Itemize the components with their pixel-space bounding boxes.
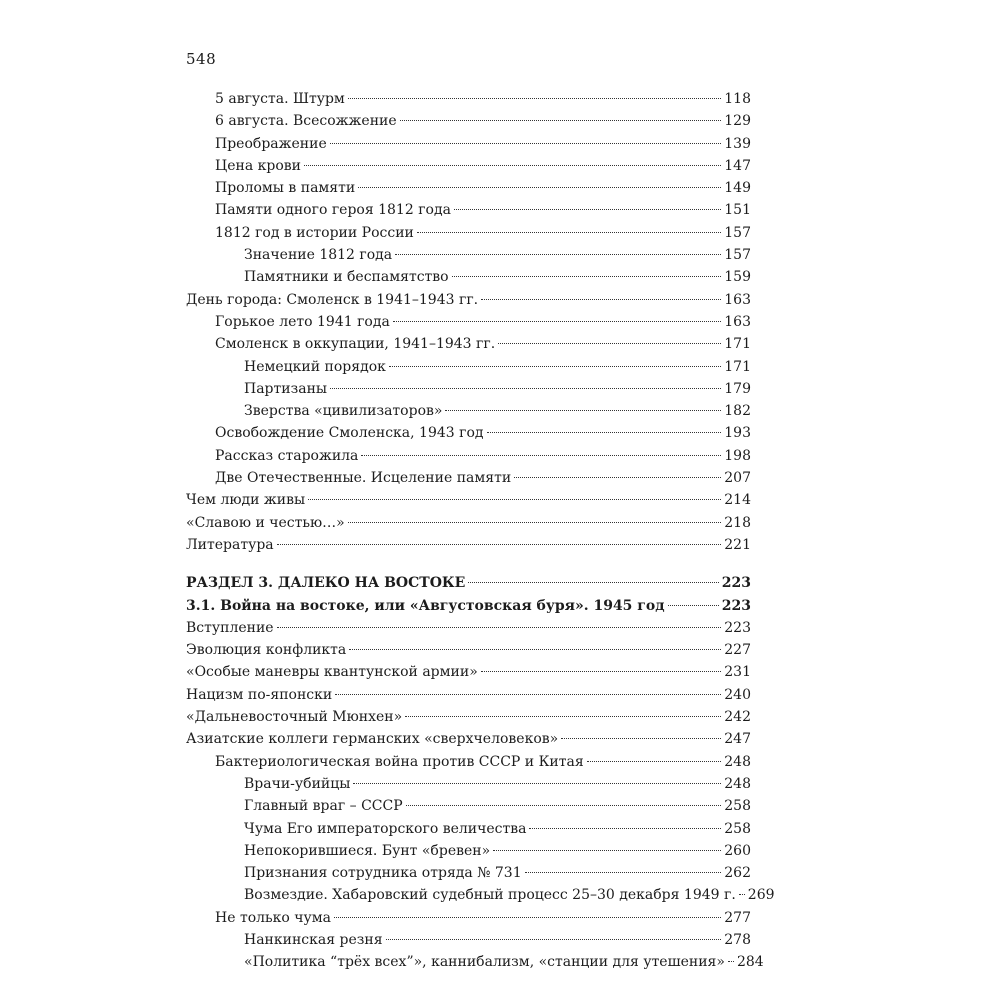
toc-entry xyxy=(186,422,751,444)
table-of-contents xyxy=(186,88,775,974)
toc-entry xyxy=(186,155,751,177)
toc-entry-page: 129 xyxy=(724,113,751,130)
toc-entry-title: Литература xyxy=(186,536,274,553)
dot-leader xyxy=(334,917,721,918)
toc-entry-page: 248 xyxy=(724,753,751,770)
toc-entry-page: 221 xyxy=(724,536,751,553)
dot-leader xyxy=(349,649,721,650)
page-number: 548 xyxy=(186,50,217,68)
toc-entry-page: 248 xyxy=(724,775,751,792)
toc-section-heading xyxy=(186,595,751,617)
dot-leader xyxy=(400,120,722,121)
dot-leader xyxy=(330,388,721,389)
toc-entry-title: Памяти одного героя 1812 года xyxy=(215,202,451,219)
toc-entry-page: 198 xyxy=(724,447,751,464)
toc-entry xyxy=(186,400,751,422)
toc-entry xyxy=(186,88,751,110)
dot-leader xyxy=(405,716,721,717)
toc-entry-page: 163 xyxy=(724,291,751,308)
toc-entry-page: 151 xyxy=(724,202,751,219)
toc-entry-title: Азиатские коллеги германских «сверхчеловеков» xyxy=(186,731,559,748)
dot-leader xyxy=(498,343,721,344)
dot-leader xyxy=(454,209,721,210)
dot-leader xyxy=(468,582,718,583)
toc-entry-title: Нанкинская резня xyxy=(244,931,383,948)
toc-entry-title: 5 августа. Штурм xyxy=(215,91,345,107)
toc-entry-title: Эволюция конфликта xyxy=(186,642,347,659)
toc-entry-page: 258 xyxy=(724,820,751,837)
toc-entry-page: 223 xyxy=(721,575,751,592)
toc-entry-page: 278 xyxy=(724,931,751,948)
dot-leader xyxy=(358,187,721,188)
toc-entry xyxy=(186,706,751,728)
toc-entry xyxy=(186,840,751,862)
toc-entry-title: РАЗДЕЛ 3. ДАЛЕКО НА ВОСТОКЕ xyxy=(186,575,466,592)
toc-entry-page: 159 xyxy=(724,269,751,286)
toc-entry-page: 260 xyxy=(724,842,751,859)
toc-section-heading xyxy=(186,572,751,594)
dot-leader xyxy=(514,477,721,478)
toc-entry-page: 227 xyxy=(724,642,751,659)
dot-leader xyxy=(395,254,721,255)
toc-entry xyxy=(186,244,751,266)
toc-entry-page: 214 xyxy=(724,492,751,509)
toc-entry xyxy=(186,929,751,951)
toc-entry xyxy=(186,684,751,706)
toc-entry xyxy=(186,512,751,534)
toc-entry-title: Зверства «цивилизаторов» xyxy=(244,403,443,420)
toc-entry-page: 258 xyxy=(724,798,751,815)
toc-entry-title: Проломы в памяти xyxy=(215,180,356,197)
toc-entry-title: Вступление xyxy=(186,619,274,636)
dot-leader xyxy=(728,961,734,962)
dot-leader xyxy=(739,894,745,895)
dot-leader xyxy=(493,850,721,851)
toc-entry xyxy=(186,222,751,244)
toc-entry-title: Горькое лето 1941 года xyxy=(215,313,390,330)
toc-entry-title: Врачи-убийцы xyxy=(244,775,351,792)
dot-leader xyxy=(277,544,722,545)
toc-entry xyxy=(186,795,751,817)
toc-entry xyxy=(186,728,751,750)
toc-entry xyxy=(186,177,751,199)
dot-leader xyxy=(417,232,721,233)
dot-leader xyxy=(353,783,721,784)
dot-leader xyxy=(668,605,719,606)
dot-leader xyxy=(481,671,722,672)
toc-entry-title: «Славою и честью…» xyxy=(186,514,345,531)
toc-entry-page: 231 xyxy=(724,664,751,681)
dot-leader xyxy=(587,761,722,762)
toc-entry-title: Преображение xyxy=(215,135,327,152)
toc-entry-page: 157 xyxy=(724,247,751,264)
toc-entry xyxy=(186,884,775,906)
toc-entry-title: Цена крови xyxy=(215,157,301,174)
dot-leader xyxy=(348,522,722,523)
toc-entry xyxy=(186,266,751,288)
dot-leader xyxy=(335,694,721,695)
toc-entry-page: 277 xyxy=(724,909,751,926)
dot-leader xyxy=(308,499,721,500)
toc-entry-title: Значение 1812 года xyxy=(244,247,393,264)
toc-entry-page: 182 xyxy=(724,403,751,420)
toc-entry xyxy=(186,445,751,467)
toc-entry xyxy=(186,333,751,355)
toc-entry-page: 247 xyxy=(724,731,751,748)
toc-entry-title: Бактериологическая война против СССР и Китая xyxy=(215,753,584,770)
toc-entry-title: Немецкий порядок xyxy=(244,358,386,375)
toc-entry xyxy=(186,133,751,155)
toc-entry-title: Освобождение Смоленска, 1943 год xyxy=(215,425,484,442)
toc-entry-title: День города: Смоленск в 1941–1943 гг. xyxy=(186,291,479,308)
toc-entry-title: 6 августа. Всесожжение xyxy=(215,113,397,130)
toc-entry-title: 3.1. Война на востоке, или «Августовская буря». 1945 год xyxy=(186,597,665,614)
toc-entry-page: 171 xyxy=(724,336,751,353)
toc-entry-page: 147 xyxy=(724,157,751,174)
dot-leader xyxy=(481,299,721,300)
dot-leader xyxy=(406,805,722,806)
toc-entry xyxy=(186,907,751,929)
toc-entry-title: «Политика “трёх всех”», каннибализм, «станции для утешения» xyxy=(244,954,725,971)
dot-leader xyxy=(386,939,722,940)
dot-leader xyxy=(445,410,721,411)
toc-entry-page: 149 xyxy=(724,180,751,197)
toc-entry xyxy=(186,289,751,311)
toc-entry-page: 223 xyxy=(721,597,751,614)
toc-entry xyxy=(186,110,751,132)
toc-entry-page: 139 xyxy=(724,135,751,152)
toc-entry xyxy=(186,467,751,489)
toc-entry xyxy=(186,751,751,773)
toc-entry xyxy=(186,356,751,378)
dot-leader xyxy=(452,276,722,277)
toc-entry xyxy=(186,199,751,221)
toc-entry-title: Две Отечественные. Исцеление памяти xyxy=(215,470,512,487)
toc-entry xyxy=(186,639,751,661)
toc-entry xyxy=(186,617,751,639)
toc-entry-title: Непокорившиеся. Бунт «бревен» xyxy=(244,842,491,859)
dot-leader xyxy=(330,143,722,144)
toc-entry-title: Чем люди живы xyxy=(186,492,306,509)
dot-leader xyxy=(529,828,721,829)
dot-leader xyxy=(487,432,722,433)
dot-leader xyxy=(348,98,721,99)
toc-entry-page: 223 xyxy=(724,619,751,636)
dot-leader xyxy=(393,321,721,322)
toc-entry-page: 118 xyxy=(724,91,751,107)
toc-entry-title: Признания сотрудника отряда № 731 xyxy=(244,865,522,882)
toc-entry-title: Рассказ старожила xyxy=(215,447,359,464)
toc-entry-title: «Особые маневры квантунской армии» xyxy=(186,664,478,681)
toc-entry xyxy=(186,773,751,795)
toc-entry-title: 1812 год в истории России xyxy=(215,224,414,241)
toc-entry-page: 262 xyxy=(724,865,751,882)
dot-leader xyxy=(525,872,722,873)
toc-entry-title: Возмездие. Хабаровский судебный процесс 25–30 декабря 1949 г. xyxy=(244,887,736,904)
toc-entry-page: 240 xyxy=(724,686,751,703)
toc-entry-page: 284 xyxy=(736,954,764,971)
toc-entry-title: Чума Его императорского величества xyxy=(244,820,527,837)
toc-entry-page: 269 xyxy=(747,887,775,904)
toc-entry xyxy=(186,862,751,884)
toc-entry-page: 218 xyxy=(724,514,751,531)
dot-leader xyxy=(389,366,721,367)
toc-entry xyxy=(186,311,751,333)
toc-entry-title: Памятники и беспамятство xyxy=(244,269,449,286)
toc-entry-page: 193 xyxy=(724,425,751,442)
dot-leader xyxy=(561,738,721,739)
toc-entry-page: 207 xyxy=(724,470,751,487)
dot-leader xyxy=(304,165,721,166)
toc-entry-page: 163 xyxy=(724,313,751,330)
dot-leader xyxy=(361,455,721,456)
toc-entry-title: Нацизм по-японски xyxy=(186,686,333,703)
toc-entry-title: Партизаны xyxy=(244,380,328,397)
toc-entry xyxy=(186,378,751,400)
toc-entry-page: 242 xyxy=(724,709,751,726)
dot-leader xyxy=(277,627,722,628)
toc-entry-title: Не только чума xyxy=(215,909,331,926)
section-gap xyxy=(186,556,751,572)
toc-entry xyxy=(186,951,764,973)
toc-entry xyxy=(186,661,751,683)
toc-entry-page: 171 xyxy=(724,358,751,375)
toc-entry-title: «Дальневосточный Мюнхен» xyxy=(186,709,403,726)
toc-entry-page: 179 xyxy=(724,380,751,397)
toc-entry xyxy=(186,534,751,556)
toc-entry xyxy=(186,489,751,511)
toc-entry-title: Смоленск в оккупации, 1941–1943 гг. xyxy=(215,336,496,353)
toc-entry-page: 157 xyxy=(724,224,751,241)
toc-entry xyxy=(186,818,751,840)
toc-entry-title: Главный враг – СССР xyxy=(244,798,403,815)
